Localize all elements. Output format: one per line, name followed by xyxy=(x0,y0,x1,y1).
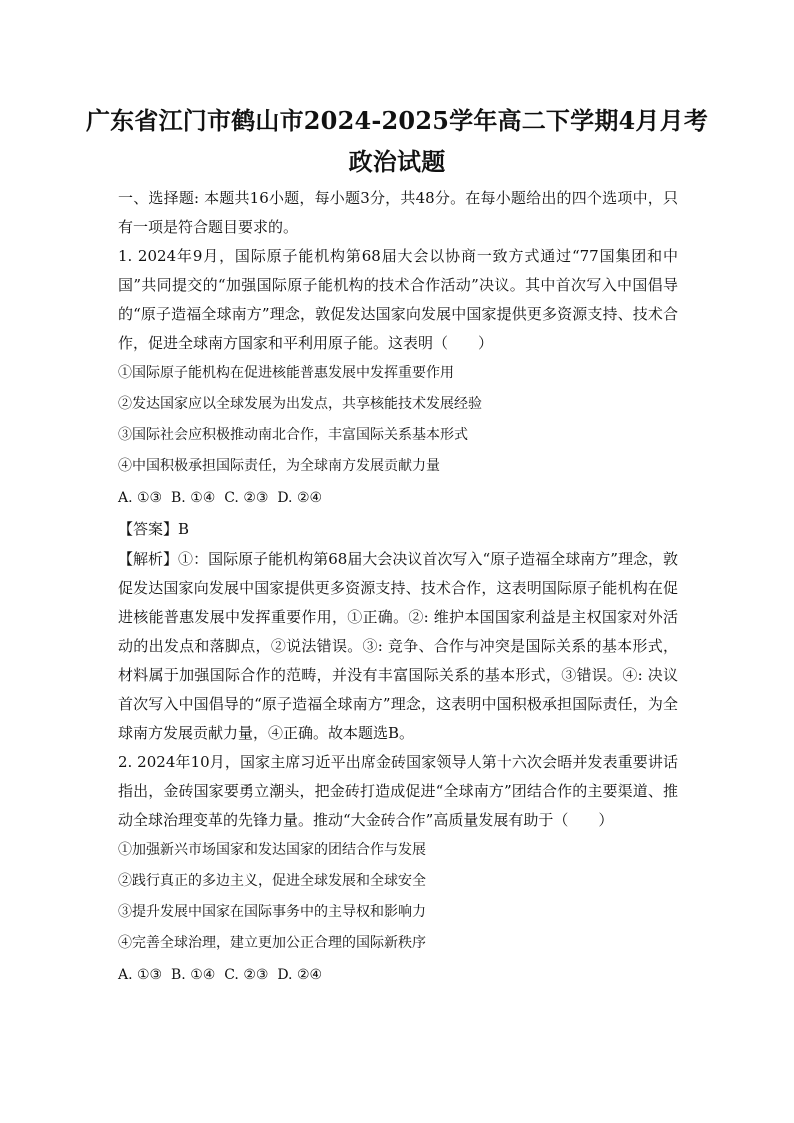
question-1-choices: A. ①③ B. ①④ C. ②③ D. ②④ xyxy=(118,490,323,506)
question-1-stem: 1. 2024年9月，国际原子能机构第68届大会以协商一致方式通过“77国集团和中国”共同提交的“加强国际原子能机构的技术合作活动”决议。其中首次写入中国倡导的“原子造福全球南方”理念，敦促发达国家向发展中国家提供更多资源支持、技术合作，促进全球南方国家和平利用原子能。这表明（ ） xyxy=(118,247,678,352)
page-subtitle: 政治试题 xyxy=(348,147,446,176)
question-2-choices: A. ①③ B. ①④ C. ②③ D. ②④ xyxy=(118,967,323,983)
question-2-option-1: ①加强新兴市场国家和发达国家的团结合作与发展 xyxy=(118,842,426,858)
question-1-option-2: ②发达国家应以全球发展为出发点，共享核能技术发展经验 xyxy=(118,396,482,412)
question-1-answer: 【答案】B xyxy=(118,520,190,538)
page-title: 广东省江门市鹤山市2024-2025学年高二下学期4月月考 xyxy=(85,106,709,135)
exam-content xyxy=(118,184,678,991)
question-1-analysis: 【解析】①：国际原子能机构第68届大会决议首次写入“原子造福全球南方”理念，敦促发达国家向发展中国家提供更多资源支持、技术合作，这表明国际原子能机构在促进核能普惠发展中发挥重要作用，①正确。②: 维护本国国家利益是主权国家对外活动的出发点和落脚点，②说法错误。③: 竞争、合作与冲突是国际关系的基本形式，材料属于加强国际合作的范畴，并没有丰富国际关系的基本形式，③错误。④: 决议首次写入中国倡导的“原子造福全球南方”理念，这表明中国积极承担国际责任，为全球南方发展贡献力量，④正确。故本题选B。 xyxy=(118,550,678,742)
question-1-option-4: ④中国积极承担国际责任，为全球南方发展贡献力量 xyxy=(118,458,440,474)
question-2-stem: 2. 2024年10月，国家主席习近平出席金砖国家领导人第十六次会晤并发表重要讲话指出，金砖国家要勇立潮头，把金砖打造成促进“全球南方”团结合作的主要渠道、推动全球治理变革的先锋力量。推动“大金砖合作”高质量发展有助于（ ） xyxy=(118,753,678,829)
section-instructions: 一、选择题: 本题共16小题，每小题3分，共48分。在每小题给出的四个选项中，只有一项是符合题目要求的。 xyxy=(118,189,678,236)
question-2-option-3: ③提升发展中国家在国际事务中的主导权和影响力 xyxy=(118,904,426,920)
question-2-option-2: ②践行真正的多边主义，促进全球发展和全球安全 xyxy=(118,873,426,889)
question-1-option-3: ③国际社会应积极推动南北合作，丰富国际关系基本形式 xyxy=(118,427,468,443)
question-1-option-1: ①国际原子能机构在促进核能普惠发展中发挥重要作用 xyxy=(118,365,454,381)
question-2-option-4: ④完善全球治理，建立更加公正合理的国际新秩序 xyxy=(118,935,426,951)
